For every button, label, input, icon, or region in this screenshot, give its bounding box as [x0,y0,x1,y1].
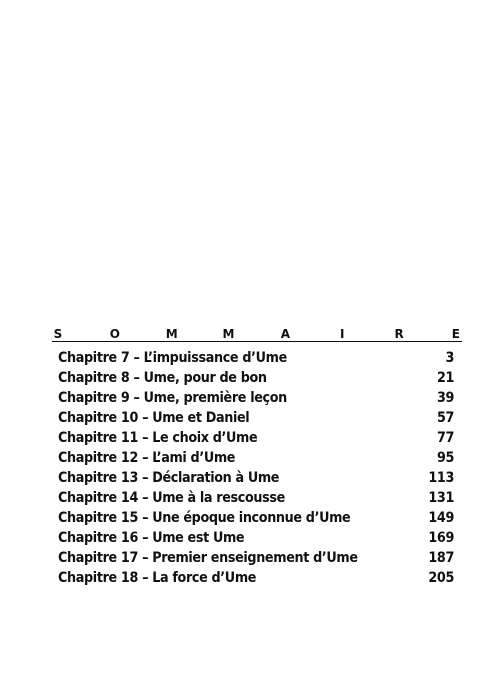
toc-entry-page: 95 [436,450,454,466]
toc-entry-page: 149 [428,510,454,526]
toc-entry [58,368,454,388]
heading-letter: I [339,327,345,341]
toc-entry [58,548,454,568]
toc-entry [58,508,454,528]
toc-entry-title: Chapitre 8 – Ume, pour de bon [58,370,267,386]
heading-letter: O [109,327,120,341]
heading-letter: R [394,327,404,341]
toc-entry-title: Chapitre 10 – Ume et Daniel [58,410,250,426]
toc-entry [58,348,454,368]
toc-entry-page: 113 [428,470,454,486]
toc-entry [58,568,454,588]
toc-entry-title: Chapitre 15 – Une époque inconnue d’Ume [58,510,351,526]
toc-entry [58,388,454,408]
toc-entry-title: Chapitre 11 – Le choix d’Ume [58,430,258,446]
toc-entry-title: Chapitre 16 – Ume est Ume [58,530,245,546]
toc-entry-title: Chapitre 18 – La force d’Ume [58,570,257,586]
toc-entry [58,468,454,488]
toc-entry [58,528,454,548]
toc-entry-page: 131 [428,490,454,506]
toc-entry [58,428,454,448]
toc-entry-page: 77 [436,430,454,446]
toc-entry-page: 39 [436,390,454,406]
toc-entry [58,448,454,468]
heading-letter: M [222,327,235,341]
toc-entry-title: Chapitre 12 – L’ami d’Ume [58,450,236,466]
toc-entry-title: Chapitre 17 – Premier enseignement d’Ume [58,550,358,566]
heading-letter: A [280,327,291,341]
toc-entry-title: Chapitre 13 – Déclaration à Ume [58,470,280,486]
header-divider [52,341,462,342]
toc-entry-title: Chapitre 7 – L’impuissance d’Ume [58,350,287,366]
toc-entry-page: 169 [428,530,454,546]
toc-entry-title: Chapitre 14 – Ume à la rescousse [58,490,285,506]
heading-letter: M [165,327,178,341]
heading-letter: S [53,327,63,341]
toc-entry-title: Chapitre 9 – Ume, première leçon [58,390,287,406]
sommaire-header [52,328,462,342]
table-of-contents [58,348,454,588]
heading-letter: E [451,327,460,341]
toc-entry-page: 205 [428,570,454,586]
sommaire-heading [52,328,462,340]
toc-entry [58,408,454,428]
toc-entry-page: 57 [436,410,454,426]
toc-entry-page: 21 [436,370,454,386]
toc-entry-page: 187 [428,550,454,566]
toc-entry [58,488,454,508]
toc-entry-page: 3 [445,350,454,366]
